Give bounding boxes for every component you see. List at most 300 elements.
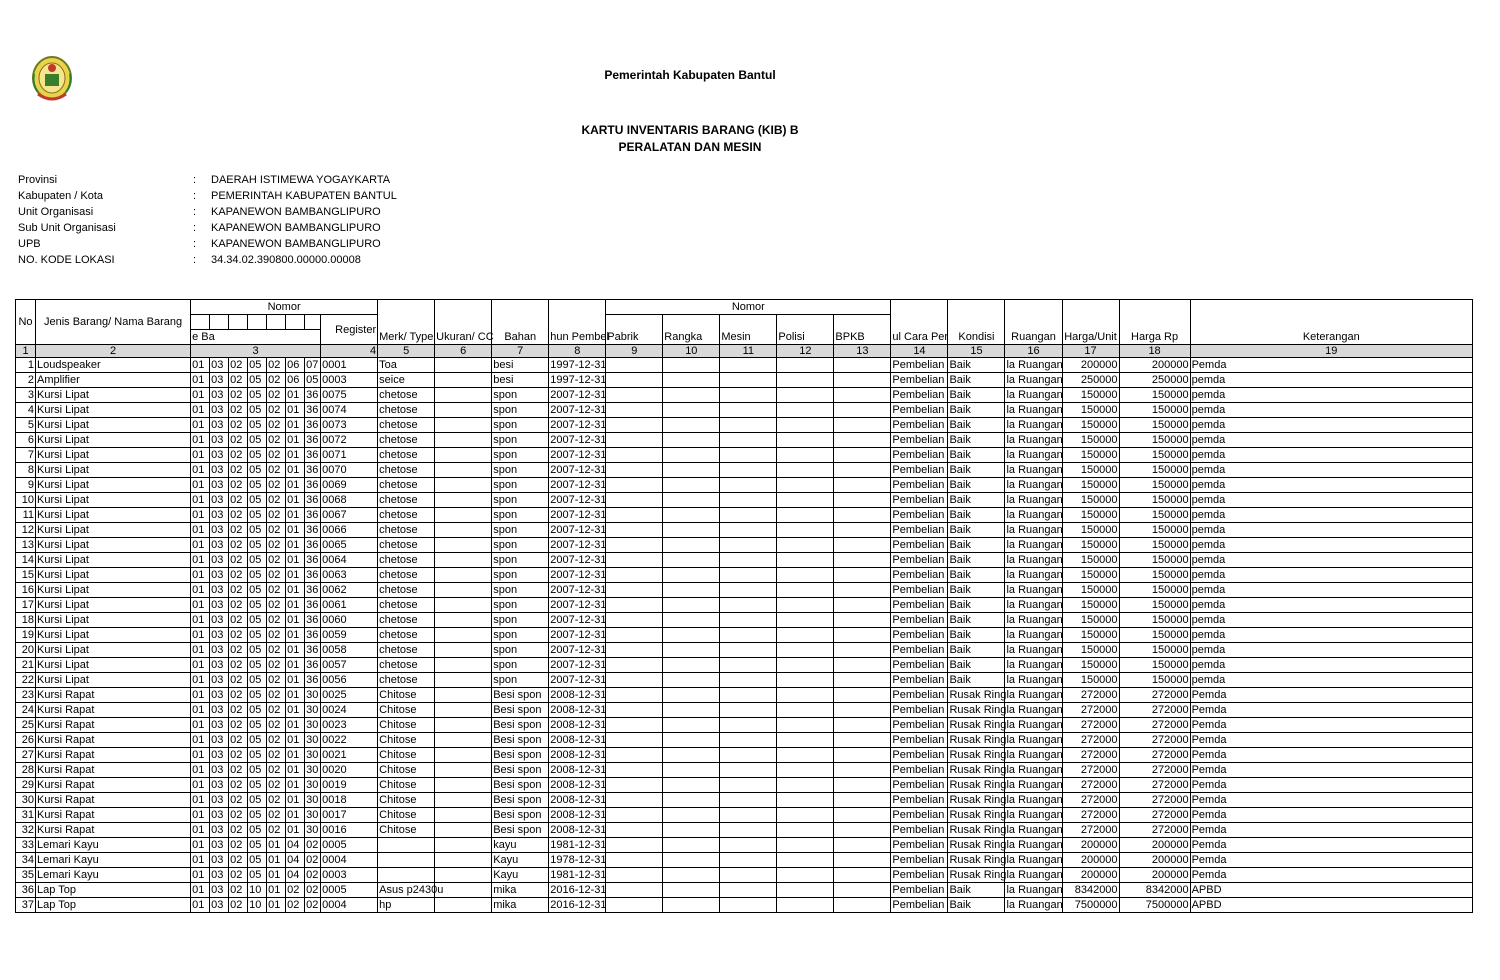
cell-asal: Pembelian bbox=[891, 748, 948, 763]
cell-ruangan: la Ruangan bbox=[1006, 794, 1063, 806]
cell-kode: 01 bbox=[286, 808, 305, 823]
cell-asal: Pembelian bbox=[891, 703, 948, 718]
cell-kode: 05 bbox=[248, 793, 267, 808]
info-colon: : bbox=[193, 206, 197, 218]
cell-nama: Kursi Lipat bbox=[36, 448, 191, 463]
cell-kode: 01 bbox=[191, 493, 210, 508]
cell-ruangan: la Ruangan bbox=[1006, 554, 1063, 566]
cell-kode: 03 bbox=[210, 613, 229, 628]
info-colon: : bbox=[193, 238, 197, 250]
cell-no: 15 bbox=[16, 568, 36, 583]
cell-kode: 30 bbox=[305, 808, 321, 823]
cell-kode: 02 bbox=[229, 403, 248, 418]
cell-kode: 01 bbox=[191, 373, 210, 388]
cell-kode: 02 bbox=[229, 628, 248, 643]
cell-mesin bbox=[720, 883, 777, 898]
cell-kode: 01 bbox=[191, 673, 210, 688]
cell-no: 19 bbox=[16, 628, 36, 643]
cell-kode: 05 bbox=[248, 478, 267, 493]
cell-mesin bbox=[720, 868, 777, 883]
cell-rangka bbox=[663, 718, 720, 733]
cell-polisi bbox=[777, 418, 834, 433]
cell-nama: Kursi Rapat bbox=[36, 733, 191, 748]
cell-kode: 02 bbox=[305, 868, 321, 883]
cell-kode: 36 bbox=[305, 538, 321, 553]
cell-kode: 36 bbox=[305, 433, 321, 448]
cell-kode: 01 bbox=[286, 718, 305, 733]
cell-kode: 02 bbox=[229, 868, 248, 883]
cell-ruangan: la Ruangan bbox=[1006, 419, 1063, 431]
cell-kode: 01 bbox=[286, 403, 305, 418]
cell-bahan: spon bbox=[492, 658, 549, 673]
cell-harga: 150000 bbox=[1119, 628, 1190, 643]
cell-bpkb bbox=[834, 793, 891, 808]
cell-harga-unit: 272000 bbox=[1062, 793, 1119, 808]
table-row bbox=[16, 553, 1473, 568]
column-number-cell: 11 bbox=[720, 345, 777, 358]
cell-pabrik bbox=[606, 868, 663, 883]
cell-harga-unit: 272000 bbox=[1062, 703, 1119, 718]
cell-nama: Kursi Lipat bbox=[36, 658, 191, 673]
cell-pabrik bbox=[606, 568, 663, 583]
cell-keterangan: APBD bbox=[1190, 883, 1472, 898]
cell-kode: 02 bbox=[267, 778, 286, 793]
cell-kondisi: Rusak Ring bbox=[949, 704, 1007, 716]
cell-ruangan: la Ruangan bbox=[1006, 749, 1063, 761]
cell-kode: 01 bbox=[191, 778, 210, 793]
cell-kondisi: Baik bbox=[948, 673, 1005, 688]
col-polisi-header: Polisi bbox=[777, 315, 834, 345]
cell-kode: 03 bbox=[210, 448, 229, 463]
cell-keterangan: pemda bbox=[1190, 418, 1472, 433]
cell-keterangan: pemda bbox=[1190, 448, 1472, 463]
cell-asal: Pembelian bbox=[891, 388, 948, 403]
column-number-cell: 15 bbox=[948, 345, 1005, 358]
cell-mesin bbox=[720, 538, 777, 553]
cell-kode: 05 bbox=[248, 598, 267, 613]
cell-tahun: 2007-12-31 bbox=[550, 644, 607, 656]
table-row bbox=[16, 628, 1473, 643]
column-number-cell: 2 bbox=[36, 345, 191, 358]
cell-asal: Pembelian bbox=[891, 358, 948, 373]
cell-ukuran bbox=[435, 523, 492, 538]
cell-kode: 01 bbox=[267, 898, 286, 913]
cell-rangka bbox=[663, 748, 720, 763]
cell-kode: 03 bbox=[210, 463, 229, 478]
cell-bpkb bbox=[834, 883, 891, 898]
cell-bahan: spon bbox=[492, 553, 549, 568]
cell-kode: 01 bbox=[191, 628, 210, 643]
cell-kode: 01 bbox=[191, 403, 210, 418]
cell-tahun: 2007-12-31 bbox=[550, 539, 607, 551]
cell-kode: 04 bbox=[286, 853, 305, 868]
col-harga-unit-header: Harga/Unit bbox=[1062, 300, 1119, 345]
cell-register: 0071 bbox=[321, 448, 378, 463]
cell-keterangan: pemda bbox=[1190, 538, 1472, 553]
cell-kode: 02 bbox=[267, 613, 286, 628]
cell-keterangan: pemda bbox=[1190, 673, 1472, 688]
cell-kode: 01 bbox=[267, 883, 286, 898]
cell-kode: 02 bbox=[229, 478, 248, 493]
cell-pabrik bbox=[606, 823, 663, 838]
cell-polisi bbox=[777, 778, 834, 793]
cell-kode: 01 bbox=[286, 433, 305, 448]
cell-kode: 02 bbox=[305, 898, 321, 913]
cell-bahan: Besi spon bbox=[492, 778, 549, 793]
cell-kode: 02 bbox=[267, 688, 286, 703]
cell-merk: Chitose bbox=[378, 703, 435, 718]
cell-bahan: spon bbox=[492, 523, 549, 538]
cell-asal: Pembelian bbox=[891, 448, 948, 463]
cell-kode: 02 bbox=[229, 838, 248, 853]
cell-rangka bbox=[663, 628, 720, 643]
cell-nama: Kursi Rapat bbox=[36, 688, 191, 703]
cell-pabrik bbox=[606, 748, 663, 763]
cell-asal: Pembelian bbox=[891, 433, 948, 448]
cell-tahun: 2008-12-31 bbox=[550, 809, 607, 821]
cell-keterangan: pemda bbox=[1190, 613, 1472, 628]
cell-kode: 02 bbox=[267, 823, 286, 838]
cell-ukuran bbox=[435, 853, 492, 868]
cell-polisi bbox=[777, 568, 834, 583]
cell-tahun: 2007-12-31 bbox=[550, 479, 607, 491]
cell-mesin bbox=[720, 523, 777, 538]
cell-mesin bbox=[720, 778, 777, 793]
cell-kondisi: Rusak Ring bbox=[949, 719, 1007, 731]
cell-pabrik bbox=[606, 448, 663, 463]
table-row bbox=[16, 748, 1473, 763]
cell-ruangan: la Ruangan bbox=[1006, 689, 1063, 701]
cell-harga-unit: 150000 bbox=[1062, 553, 1119, 568]
cell-mesin bbox=[720, 823, 777, 838]
cell-no: 29 bbox=[16, 778, 36, 793]
cell-asal: Pembelian bbox=[891, 553, 948, 568]
cell-merk: Chitose bbox=[378, 778, 435, 793]
cell-polisi bbox=[777, 883, 834, 898]
cell-kode: 01 bbox=[191, 898, 210, 913]
document-subtitle: PERALATAN DAN MESIN bbox=[618, 140, 762, 154]
cell-bpkb bbox=[834, 778, 891, 793]
cell-kode: 04 bbox=[286, 838, 305, 853]
cell-ukuran bbox=[435, 763, 492, 778]
cell-no: 20 bbox=[16, 643, 36, 658]
cell-tahun: 2007-12-31 bbox=[550, 584, 607, 596]
cell-merk: Chitose bbox=[378, 793, 435, 808]
cell-asal: Pembelian bbox=[891, 493, 948, 508]
cell-rangka bbox=[663, 613, 720, 628]
cell-kode: 36 bbox=[305, 493, 321, 508]
cell-tahun: 1978-12-31 bbox=[550, 854, 607, 866]
cell-no: 6 bbox=[16, 433, 36, 448]
cell-asal: Pembelian bbox=[891, 538, 948, 553]
col-mesin-header: Mesin bbox=[720, 315, 777, 345]
cell-rangka bbox=[663, 553, 720, 568]
cell-mesin bbox=[720, 568, 777, 583]
cell-bahan: Kayu bbox=[492, 868, 549, 883]
cell-ukuran bbox=[435, 508, 492, 523]
cell-no: 18 bbox=[16, 613, 36, 628]
cell-merk: chetose bbox=[378, 628, 435, 643]
cell-register: 0016 bbox=[321, 823, 378, 838]
cell-bpkb bbox=[834, 508, 891, 523]
cell-kode: 01 bbox=[267, 838, 286, 853]
cell-kode: 36 bbox=[305, 388, 321, 403]
cell-harga-unit: 150000 bbox=[1062, 673, 1119, 688]
cell-ruangan: la Ruangan bbox=[1006, 374, 1063, 386]
cell-kode: 05 bbox=[248, 658, 267, 673]
cell-kode: 03 bbox=[210, 628, 229, 643]
cell-kode: 05 bbox=[248, 718, 267, 733]
cell-polisi bbox=[777, 508, 834, 523]
column-number-cell: 5 bbox=[378, 345, 435, 358]
cell-merk: Chitose bbox=[378, 763, 435, 778]
cell-kode: 05 bbox=[248, 628, 267, 643]
cell-polisi bbox=[777, 838, 834, 853]
cell-ruangan: la Ruangan bbox=[1006, 599, 1063, 611]
cell-ruangan: la Ruangan bbox=[1006, 569, 1063, 581]
cell-pabrik bbox=[606, 763, 663, 778]
cell-register: 0061 bbox=[321, 598, 378, 613]
cell-kondisi: Baik bbox=[948, 523, 1005, 538]
cell-keterangan: pemda bbox=[1190, 523, 1472, 538]
cell-keterangan: Pemda bbox=[1190, 718, 1472, 733]
cell-mesin bbox=[720, 838, 777, 853]
cell-nama: Kursi Lipat bbox=[36, 403, 191, 418]
cell-kode: 02 bbox=[305, 838, 321, 853]
info-label: NO. KODE LOKASI bbox=[18, 254, 115, 266]
cell-kode: 02 bbox=[267, 673, 286, 688]
cell-mesin bbox=[720, 418, 777, 433]
cell-kode: 30 bbox=[305, 778, 321, 793]
cell-asal: Pembelian bbox=[891, 838, 948, 853]
cell-bahan: spon bbox=[492, 403, 549, 418]
cell-kode: 03 bbox=[210, 718, 229, 733]
cell-kode: 02 bbox=[229, 508, 248, 523]
table-row bbox=[16, 508, 1473, 523]
cell-bpkb bbox=[834, 868, 891, 883]
table-row bbox=[16, 373, 1473, 388]
cell-register: 0073 bbox=[321, 418, 378, 433]
cell-mesin bbox=[720, 598, 777, 613]
cell-rangka bbox=[663, 793, 720, 808]
cell-asal: Pembelian bbox=[891, 373, 948, 388]
cell-kode: 02 bbox=[267, 448, 286, 463]
cell-kondisi: Rusak Ring bbox=[949, 689, 1007, 701]
column-number-cell: 3 bbox=[191, 345, 321, 358]
column-number-cell: 19 bbox=[1190, 345, 1472, 358]
cell-kondisi: Rusak Ring bbox=[949, 764, 1007, 776]
cell-keterangan: pemda bbox=[1190, 433, 1472, 448]
cell-kode: 01 bbox=[191, 703, 210, 718]
cell-harga-unit: 272000 bbox=[1062, 688, 1119, 703]
cell-harga-unit: 200000 bbox=[1062, 868, 1119, 883]
cell-kondisi: Baik bbox=[948, 418, 1005, 433]
cell-mesin bbox=[720, 358, 777, 373]
cell-kode: 02 bbox=[229, 523, 248, 538]
cell-kode: 02 bbox=[229, 898, 248, 913]
cell-ruangan: la Ruangan bbox=[1006, 629, 1063, 641]
cell-kode: 02 bbox=[267, 418, 286, 433]
cell-mesin bbox=[720, 493, 777, 508]
cell-register: 0004 bbox=[321, 898, 378, 913]
cell-kode: 36 bbox=[305, 478, 321, 493]
cell-bahan: kayu bbox=[492, 838, 549, 853]
cell-kondisi: Baik bbox=[948, 883, 1005, 898]
cell-keterangan: Pemda bbox=[1190, 733, 1472, 748]
cell-kode: 01 bbox=[286, 508, 305, 523]
cell-polisi bbox=[777, 358, 834, 373]
col-tahun-header: hun Pembel bbox=[549, 300, 606, 345]
col-merk-header: Merk/ Type bbox=[378, 300, 435, 345]
cell-keterangan: Pemda bbox=[1190, 703, 1472, 718]
table-row bbox=[16, 778, 1473, 793]
cell-kondisi: Baik bbox=[948, 448, 1005, 463]
cell-kode: 02 bbox=[229, 778, 248, 793]
cell-register: 0019 bbox=[321, 778, 378, 793]
cell-merk: Asus p2430u bbox=[379, 884, 444, 896]
cell-harga: 250000 bbox=[1119, 373, 1190, 388]
cell-kode: 05 bbox=[248, 748, 267, 763]
cell-kode: 02 bbox=[229, 418, 248, 433]
cell-bahan: Besi spon bbox=[492, 718, 549, 733]
cell-polisi bbox=[777, 853, 834, 868]
cell-kode: 06 bbox=[286, 373, 305, 388]
cell-kode: 03 bbox=[210, 568, 229, 583]
cell-bpkb bbox=[834, 463, 891, 478]
cell-asal: Pembelian bbox=[891, 808, 948, 823]
cell-bpkb bbox=[834, 613, 891, 628]
cell-pabrik bbox=[606, 508, 663, 523]
column-number-cell: 4 bbox=[321, 345, 378, 358]
cell-kode: 01 bbox=[191, 358, 210, 373]
cell-no: 2 bbox=[16, 373, 36, 388]
cell-harga: 150000 bbox=[1119, 478, 1190, 493]
cell-tahun: 2016-12-31 bbox=[550, 884, 607, 896]
cell-nama: Kursi Lipat bbox=[36, 508, 191, 523]
cell-keterangan: pemda bbox=[1190, 628, 1472, 643]
table-row bbox=[16, 478, 1473, 493]
cell-bpkb bbox=[834, 598, 891, 613]
cell-kode: 02 bbox=[229, 358, 248, 373]
cell-harga-unit: 150000 bbox=[1062, 493, 1119, 508]
info-colon: : bbox=[193, 222, 197, 234]
cell-ukuran bbox=[435, 358, 492, 373]
col-no-header: No bbox=[16, 300, 36, 345]
cell-pabrik bbox=[606, 643, 663, 658]
cell-nama: Amplifier bbox=[36, 373, 191, 388]
cell-pabrik bbox=[606, 478, 663, 493]
cell-no: 3 bbox=[16, 388, 36, 403]
cell-kode: 02 bbox=[267, 388, 286, 403]
cell-kode: 04 bbox=[286, 868, 305, 883]
cell-bahan: spon bbox=[492, 463, 549, 478]
cell-bpkb bbox=[834, 823, 891, 838]
cell-kode: 02 bbox=[267, 658, 286, 673]
cell-tahun: 2007-12-31 bbox=[550, 599, 607, 611]
cell-no: 8 bbox=[16, 463, 36, 478]
cell-no: 34 bbox=[16, 853, 36, 868]
cell-harga: 272000 bbox=[1119, 823, 1190, 838]
cell-polisi bbox=[777, 748, 834, 763]
cell-register: 0064 bbox=[321, 553, 378, 568]
cell-ruangan: la Ruangan bbox=[1006, 389, 1063, 401]
cell-mesin bbox=[720, 463, 777, 478]
cell-pabrik bbox=[606, 778, 663, 793]
cell-harga-unit: 200000 bbox=[1062, 358, 1119, 373]
cell-bahan: Besi spon bbox=[492, 808, 549, 823]
cell-harga-unit: 150000 bbox=[1062, 613, 1119, 628]
col-asal-header: ul Cara Per bbox=[891, 300, 948, 345]
cell-kode: 03 bbox=[210, 583, 229, 598]
cell-merk: chetose bbox=[378, 388, 435, 403]
cell-keterangan: pemda bbox=[1190, 388, 1472, 403]
cell-bahan: spon bbox=[492, 388, 549, 403]
cell-bahan: spon bbox=[492, 613, 549, 628]
table-row bbox=[16, 493, 1473, 508]
table-row bbox=[16, 463, 1473, 478]
cell-nama: Kursi Lipat bbox=[36, 568, 191, 583]
cell-harga-unit: 272000 bbox=[1062, 733, 1119, 748]
cell-harga-unit: 272000 bbox=[1062, 763, 1119, 778]
cell-no: 33 bbox=[16, 838, 36, 853]
cell-kode: 02 bbox=[229, 583, 248, 598]
cell-nama: Kursi Rapat bbox=[36, 793, 191, 808]
cell-kondisi: Rusak Ring bbox=[949, 854, 1007, 866]
cell-ukuran bbox=[435, 463, 492, 478]
cell-kode: 01 bbox=[191, 568, 210, 583]
cell-ruangan: la Ruangan bbox=[1006, 509, 1063, 521]
cell-tahun: 1981-12-31 bbox=[550, 869, 607, 881]
cell-kode: 02 bbox=[229, 718, 248, 733]
cell-bpkb bbox=[834, 688, 891, 703]
cell-kode: 02 bbox=[229, 538, 248, 553]
cell-kode: 03 bbox=[210, 508, 229, 523]
cell-harga: 150000 bbox=[1119, 673, 1190, 688]
cell-harga: 150000 bbox=[1119, 403, 1190, 418]
cell-bpkb bbox=[834, 358, 891, 373]
cell-kode: 03 bbox=[210, 418, 229, 433]
cell-kode: 01 bbox=[286, 748, 305, 763]
column-number-cell: 7 bbox=[492, 345, 549, 358]
cell-keterangan: Pemda bbox=[1190, 838, 1472, 853]
cell-merk: Chitose bbox=[378, 808, 435, 823]
cell-ruangan: la Ruangan bbox=[1006, 539, 1063, 551]
cell-kode: 10 bbox=[248, 898, 267, 913]
cell-kode: 02 bbox=[229, 598, 248, 613]
cell-nama: Kursi Lipat bbox=[36, 553, 191, 568]
cell-no: 17 bbox=[16, 598, 36, 613]
cell-kode: 02 bbox=[267, 568, 286, 583]
cell-nama: Kursi Rapat bbox=[36, 748, 191, 763]
cell-no: 21 bbox=[16, 658, 36, 673]
cell-asal: Pembelian bbox=[891, 628, 948, 643]
cell-bpkb bbox=[834, 553, 891, 568]
cell-pabrik bbox=[606, 703, 663, 718]
cell-tahun: 2008-12-31 bbox=[550, 749, 607, 761]
cell-register: 0003 bbox=[321, 373, 378, 388]
cell-ukuran bbox=[435, 733, 492, 748]
cell-rangka bbox=[663, 868, 720, 883]
cell-register: 0063 bbox=[321, 568, 378, 583]
cell-mesin bbox=[720, 478, 777, 493]
cell-kode: 01 bbox=[191, 538, 210, 553]
cell-kode: 01 bbox=[286, 388, 305, 403]
cell-kode: 05 bbox=[248, 613, 267, 628]
cell-ruangan: la Ruangan bbox=[1006, 494, 1063, 506]
cell-nama: Loudspeaker bbox=[36, 358, 191, 373]
cell-kondisi: Baik bbox=[948, 358, 1005, 373]
cell-kode: 03 bbox=[210, 643, 229, 658]
